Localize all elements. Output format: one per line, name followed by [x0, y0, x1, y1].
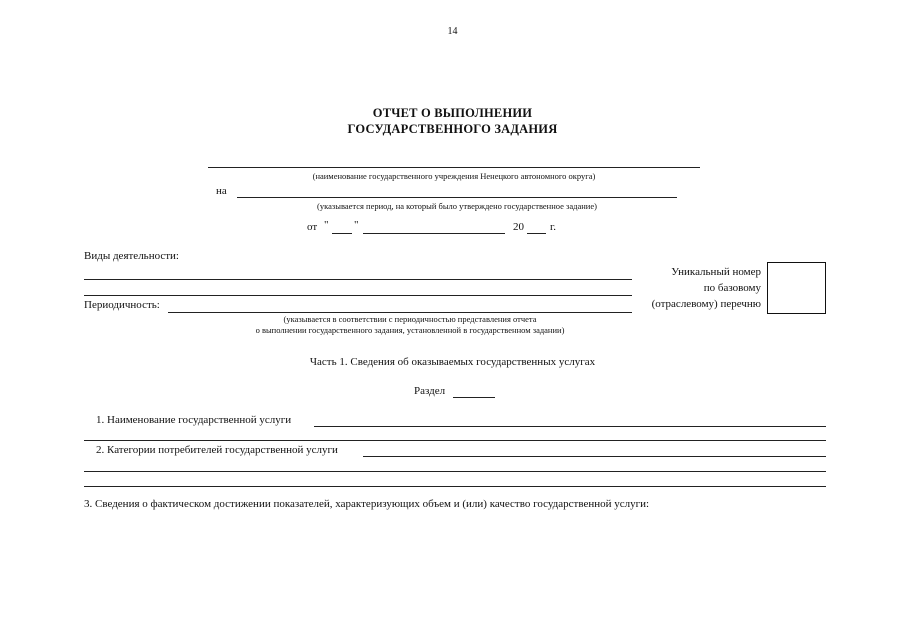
unique-number-label-line2: по базовому — [703, 282, 761, 294]
service-name-field-line2[interactable] — [84, 440, 826, 441]
service-name-field-line1[interactable] — [314, 426, 826, 427]
period-field[interactable] — [237, 197, 677, 198]
date-year-suffix: г. — [550, 221, 557, 233]
periodicity-field[interactable] — [168, 312, 632, 313]
item1-label: 1. Наименование государственной услуги — [96, 414, 292, 426]
consumer-categories-field-line1[interactable] — [363, 456, 826, 457]
section-number-field[interactable] — [453, 397, 495, 398]
periodicity-caption-line2: о выполнении государственного задания, установленной в государственном задании) — [255, 325, 565, 335]
period-prefix: на — [216, 185, 227, 197]
section-label: Раздел — [414, 385, 446, 397]
activities-label: Виды деятельности: — [84, 250, 179, 262]
unique-number-box[interactable] — [767, 262, 826, 314]
date-quote-open: " — [324, 219, 329, 231]
report-title-line1: ОТЧЕТ О ВЫПОЛНЕНИИ — [372, 106, 533, 120]
institution-name-field[interactable] — [208, 167, 700, 168]
activities-field-line2[interactable] — [84, 295, 632, 296]
date-year-prefix: 20 — [513, 221, 524, 233]
unique-number-label-line1: Уникальный номер — [671, 266, 761, 278]
date-day-field[interactable] — [332, 233, 352, 234]
report-title-line2: ГОСУДАРСТВЕННОГО ЗАДАНИЯ — [347, 122, 558, 136]
period-caption: (указывается период, на который было утверждено государственное задание) — [317, 201, 597, 211]
item2-label: 2. Категории потребителей государственной услуги — [96, 444, 338, 456]
activities-field-line1[interactable] — [84, 279, 632, 280]
item3-label: 3. Сведения о фактическом достижении показателей, характеризующих объем и (или) качество государственной услуги: — [84, 498, 650, 510]
institution-caption: (наименование государственного учреждения Ненецкого автономного округа) — [312, 171, 596, 181]
consumer-categories-field-line3[interactable] — [84, 486, 826, 487]
part1-heading: Часть 1. Сведения об оказываемых государственных услугах — [309, 356, 596, 368]
date-year-field[interactable] — [527, 233, 546, 234]
date-quote-close: " — [354, 219, 359, 231]
unique-number-label-line3: (отраслевому) перечню — [651, 298, 761, 310]
date-month-field[interactable] — [363, 233, 505, 234]
consumer-categories-field-line2[interactable] — [84, 471, 826, 472]
date-from-label: от — [307, 221, 318, 233]
periodicity-caption-line1: (указывается в соответствии с периодичностью представления отчета — [283, 314, 537, 324]
periodicity-label: Периодичность: — [84, 299, 160, 311]
page-number: 14 — [447, 26, 458, 37]
